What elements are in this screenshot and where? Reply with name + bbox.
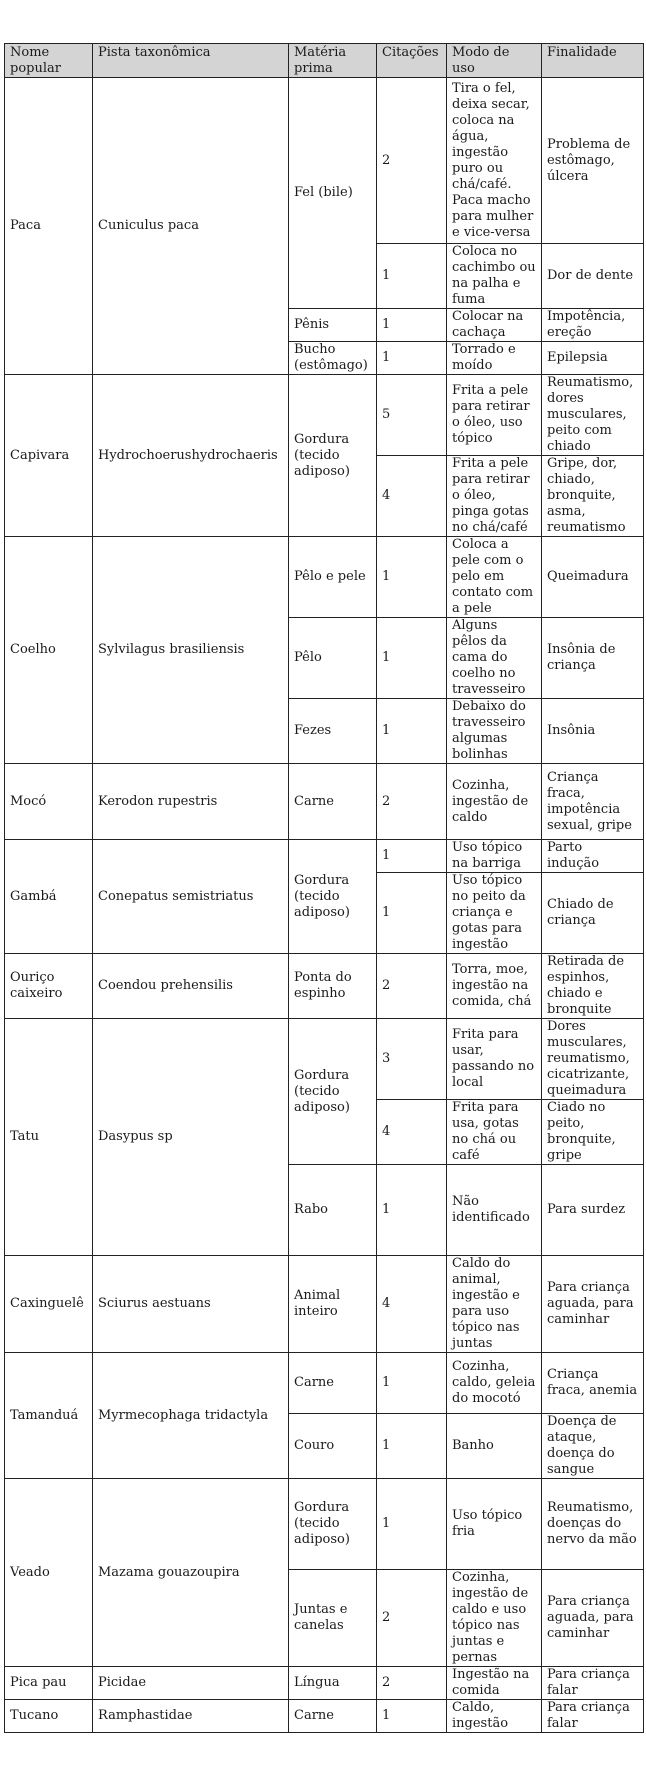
header-finalidade: Finalidade xyxy=(542,44,644,78)
cell-materia-prima: Gordura (tecido adiposo) xyxy=(289,840,377,954)
cell-modo-de-uso: Torra, moe, ingestão na comida, chá xyxy=(447,954,542,1019)
cell-pista-taxonomica: Ramphastidae xyxy=(93,1700,289,1733)
cell-modo-de-uso: Torrado e moído xyxy=(447,342,542,375)
cell-finalidade: Criança fraca, anemia xyxy=(542,1353,644,1414)
cell-modo-de-uso: Frita para usa, gotas no chá ou café xyxy=(447,1100,542,1165)
table-row xyxy=(5,840,644,873)
cell-citacoes: 1 xyxy=(377,699,447,764)
cell-modo-de-uso: Debaixo do travesseiro algumas bolinhas xyxy=(447,699,542,764)
cell-modo-de-uso: Uso tópico na barriga xyxy=(447,840,542,873)
cell-finalidade: Reumatismo, dores musculares, peito com chiado xyxy=(542,375,644,456)
cell-pista-taxonomica: Mazama gouazoupira xyxy=(93,1479,289,1667)
cell-finalidade: Gripe, dor, chiado, bronquite, asma, reumatismo xyxy=(542,456,644,537)
table-row xyxy=(5,1667,644,1700)
cell-citacoes: 1 xyxy=(377,873,447,954)
cell-citacoes: 1 xyxy=(377,1353,447,1414)
cell-nome-popular: Pica pau xyxy=(5,1667,93,1700)
cell-modo-de-uso: Frita para usar, passando no local xyxy=(447,1019,542,1100)
cell-finalidade: Para criança aguada, para caminhar xyxy=(542,1256,644,1353)
cell-materia-prima: Pêlo xyxy=(289,618,377,699)
cell-citacoes: 3 xyxy=(377,1019,447,1100)
cell-materia-prima: Carne xyxy=(289,764,377,840)
table-row xyxy=(5,1256,644,1353)
table-row xyxy=(5,375,644,456)
cell-modo-de-uso: Colocar na cachaça xyxy=(447,309,542,342)
cell-citacoes: 1 xyxy=(377,537,447,618)
header-nome-popular: Nome popular xyxy=(5,44,93,78)
cell-materia-prima: Língua xyxy=(289,1667,377,1700)
cell-modo-de-uso: Ingestão na comida xyxy=(447,1667,542,1700)
header-pista-taxonomica: Pista taxonômica xyxy=(93,44,289,78)
cell-finalidade: Ciado no peito, bronquite, gripe xyxy=(542,1100,644,1165)
cell-pista-taxonomica: Cuniculus paca xyxy=(93,78,289,375)
cell-materia-prima: Fel (bile) xyxy=(289,78,377,309)
cell-citacoes: 1 xyxy=(377,244,447,309)
cell-modo-de-uso: Banho xyxy=(447,1414,542,1479)
cell-modo-de-uso: Frita a pele para retirar o óleo, uso tópico xyxy=(447,375,542,456)
cell-modo-de-uso: Uso tópico fria xyxy=(447,1479,542,1570)
cell-citacoes: 1 xyxy=(377,618,447,699)
cell-pista-taxonomica: Myrmecophaga tridactyla xyxy=(93,1353,289,1479)
table-row xyxy=(5,78,644,244)
cell-finalidade: Queimadura xyxy=(542,537,644,618)
ethnozoology-table xyxy=(4,43,644,1733)
cell-nome-popular: Paca xyxy=(5,78,93,375)
table-row xyxy=(5,954,644,1019)
cell-modo-de-uso: Tira o fel, deixa secar, coloca na água, ingestão puro ou chá/café. Paca macho para mulher e vice-versa xyxy=(447,78,542,244)
cell-citacoes: 1 xyxy=(377,309,447,342)
cell-finalidade: Dor de dente xyxy=(542,244,644,309)
cell-nome-popular: Veado xyxy=(5,1479,93,1667)
header-modo-de-uso: Modo de uso xyxy=(447,44,542,78)
table-row xyxy=(5,1479,644,1570)
cell-nome-popular: Caxinguelê xyxy=(5,1256,93,1353)
cell-materia-prima: Couro xyxy=(289,1414,377,1479)
cell-pista-taxonomica: Coendou prehensilis xyxy=(93,954,289,1019)
cell-citacoes: 1 xyxy=(377,1700,447,1733)
cell-modo-de-uso: Caldo do animal, ingestão e para uso tópico nas juntas xyxy=(447,1256,542,1353)
cell-pista-taxonomica: Dasypus sp xyxy=(93,1019,289,1256)
cell-citacoes: 4 xyxy=(377,1256,447,1353)
cell-finalidade: Criança fraca, impotência sexual, gripe xyxy=(542,764,644,840)
table-body xyxy=(5,78,644,1733)
cell-finalidade: Retirada de espinhos, chiado e bronquite xyxy=(542,954,644,1019)
cell-modo-de-uso: Coloca no cachimbo ou na palha e fuma xyxy=(447,244,542,309)
cell-materia-prima: Rabo xyxy=(289,1165,377,1256)
cell-materia-prima: Carne xyxy=(289,1700,377,1733)
cell-finalidade: Para criança aguada, para caminhar xyxy=(542,1570,644,1667)
cell-materia-prima: Pênis xyxy=(289,309,377,342)
cell-finalidade: Epilepsia xyxy=(542,342,644,375)
cell-finalidade: Impotência, ereção xyxy=(542,309,644,342)
cell-citacoes: 2 xyxy=(377,1667,447,1700)
cell-materia-prima: Fezes xyxy=(289,699,377,764)
header-materia-prima: Matéria prima xyxy=(289,44,377,78)
cell-finalidade: Doença de ataque, doença do sangue xyxy=(542,1414,644,1479)
cell-finalidade: Chiado de criança xyxy=(542,873,644,954)
cell-citacoes: 1 xyxy=(377,1414,447,1479)
cell-pista-taxonomica: Picidae xyxy=(93,1667,289,1700)
cell-citacoes: 1 xyxy=(377,1165,447,1256)
table-row xyxy=(5,1019,644,1100)
cell-nome-popular: Gambá xyxy=(5,840,93,954)
cell-pista-taxonomica: Hydrochoerushydrochaeris xyxy=(93,375,289,537)
cell-materia-prima: Juntas e canelas xyxy=(289,1570,377,1667)
cell-citacoes: 1 xyxy=(377,840,447,873)
cell-pista-taxonomica: Kerodon rupestris xyxy=(93,764,289,840)
cell-finalidade: Dores musculares, reumatismo, cicatrizante, queimadura xyxy=(542,1019,644,1100)
cell-finalidade: Reumatismo, doenças do nervo da mão xyxy=(542,1479,644,1570)
table-row xyxy=(5,1700,644,1733)
cell-citacoes: 2 xyxy=(377,764,447,840)
cell-modo-de-uso: Frita a pele para retirar o óleo, pinga gotas no chá/café xyxy=(447,456,542,537)
cell-modo-de-uso: Cozinha, caldo, geleia do mocotó xyxy=(447,1353,542,1414)
cell-modo-de-uso: Coloca a pele com o pelo em contato com a pele xyxy=(447,537,542,618)
cell-materia-prima: Gordura (tecido adiposo) xyxy=(289,375,377,537)
cell-materia-prima: Gordura (tecido adiposo) xyxy=(289,1019,377,1165)
cell-pista-taxonomica: Sciurus aestuans xyxy=(93,1256,289,1353)
cell-nome-popular: Coelho xyxy=(5,537,93,764)
cell-materia-prima: Gordura (tecido adiposo) xyxy=(289,1479,377,1570)
cell-citacoes: 4 xyxy=(377,456,447,537)
cell-finalidade: Para surdez xyxy=(542,1165,644,1256)
cell-modo-de-uso: Não identificado xyxy=(447,1165,542,1256)
cell-finalidade: Para criança falar xyxy=(542,1667,644,1700)
cell-materia-prima: Pêlo e pele xyxy=(289,537,377,618)
cell-citacoes: 5 xyxy=(377,375,447,456)
table-row xyxy=(5,764,644,840)
cell-citacoes: 1 xyxy=(377,1479,447,1570)
cell-modo-de-uso: Uso tópico no peito da criança e gotas para ingestão xyxy=(447,873,542,954)
cell-nome-popular: Tamanduá xyxy=(5,1353,93,1479)
table-row xyxy=(5,1353,644,1414)
cell-materia-prima: Ponta do espinho xyxy=(289,954,377,1019)
cell-modo-de-uso: Alguns pêlos da cama do coelho no travesseiro xyxy=(447,618,542,699)
cell-modo-de-uso: Cozinha, ingestão de caldo xyxy=(447,764,542,840)
cell-materia-prima: Animal inteiro xyxy=(289,1256,377,1353)
cell-citacoes: 2 xyxy=(377,78,447,244)
cell-modo-de-uso: Cozinha, ingestão de caldo e uso tópico nas juntas e pernas xyxy=(447,1570,542,1667)
cell-nome-popular: Capivara xyxy=(5,375,93,537)
cell-nome-popular: Tatu xyxy=(5,1019,93,1256)
cell-nome-popular: Ouriço caixeiro xyxy=(5,954,93,1019)
cell-finalidade: Parto indução xyxy=(542,840,644,873)
header-citacoes: Citações xyxy=(377,44,447,78)
cell-materia-prima: Carne xyxy=(289,1353,377,1414)
cell-pista-taxonomica: Sylvilagus brasiliensis xyxy=(93,537,289,764)
cell-finalidade: Insônia de criança xyxy=(542,618,644,699)
cell-finalidade: Insônia xyxy=(542,699,644,764)
cell-pista-taxonomica: Conepatus semistriatus xyxy=(93,840,289,954)
cell-materia-prima: Bucho (estômago) xyxy=(289,342,377,375)
cell-citacoes: 4 xyxy=(377,1100,447,1165)
cell-citacoes: 2 xyxy=(377,954,447,1019)
cell-nome-popular: Mocó xyxy=(5,764,93,840)
cell-nome-popular: Tucano xyxy=(5,1700,93,1733)
header-row xyxy=(5,44,644,78)
table-row xyxy=(5,537,644,618)
cell-citacoes: 2 xyxy=(377,1570,447,1667)
cell-modo-de-uso: Caldo, ingestão xyxy=(447,1700,542,1733)
cell-finalidade: Problema de estômago, úlcera xyxy=(542,78,644,244)
cell-citacoes: 1 xyxy=(377,342,447,375)
cell-finalidade: Para criança falar xyxy=(542,1700,644,1733)
